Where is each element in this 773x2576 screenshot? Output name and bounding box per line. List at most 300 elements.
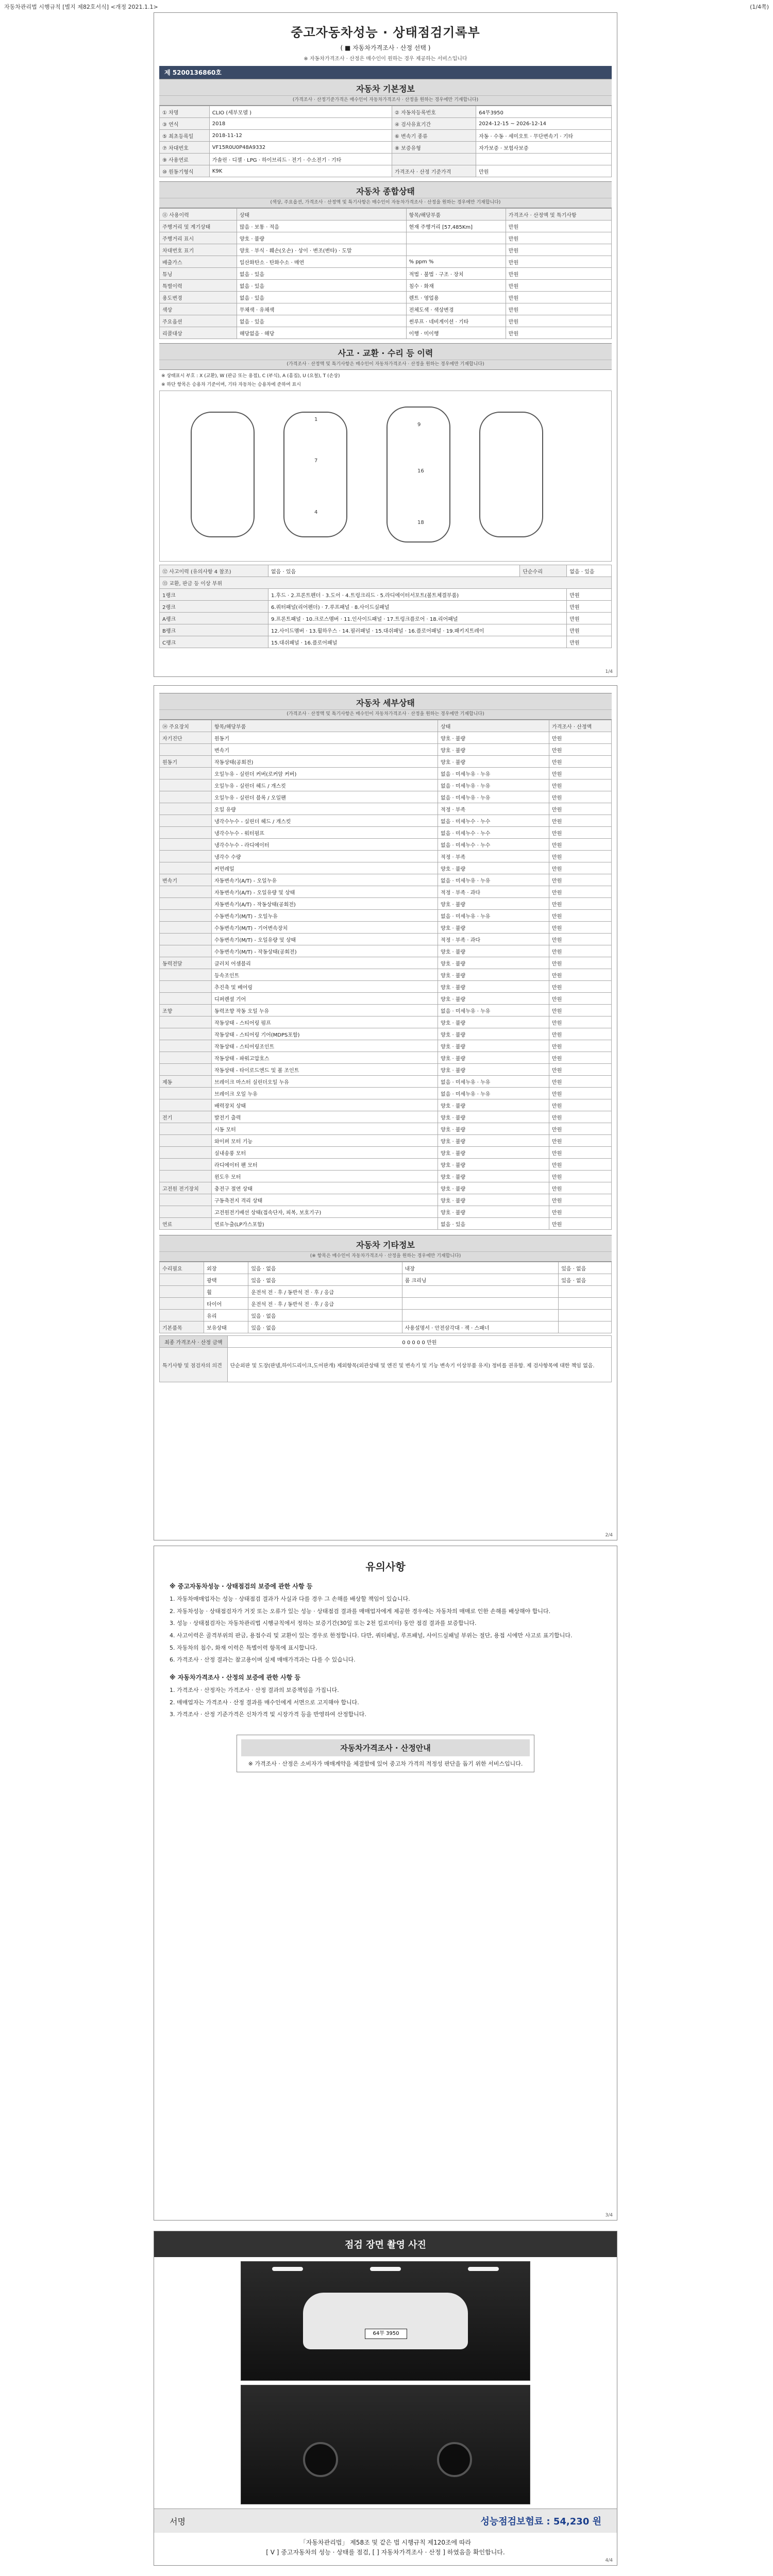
detail-price: 만원	[549, 744, 612, 756]
detail-price: 만원	[549, 862, 612, 874]
form-note: ※ 자동차가격조사 · 산정은 매수인이 원하는 경우 제공하는 서비스입니다	[304, 56, 467, 62]
detail-price: 만원	[549, 886, 612, 898]
basic-field-label: ③ 연식	[160, 118, 210, 130]
detail-item: 시동 모터	[212, 1123, 438, 1135]
detail-note: (가격조사 · 산정액 및 특기사항은 매수인이 자동차가격조사 · 산정을 원하는 경우에만 기재합니다)	[159, 710, 612, 720]
other-state-2	[559, 1310, 612, 1321]
detail-group-label	[160, 1147, 212, 1159]
detail-item: 디퍼렌셜 기어	[212, 993, 438, 1005]
other-item: 보유상태	[204, 1321, 248, 1333]
other-state: 있음 · 없음	[248, 1262, 402, 1274]
notice-item: 3. 성능 · 상태점검자는 자동차관리법 시행규칙에서 정하는 보증기간(30일 또는 2천 킬로미터) 동안 점검 결과를 보증합니다.	[170, 1620, 477, 1627]
overall-item-price: 만원	[506, 244, 611, 256]
overall-item-label: 색상	[160, 303, 237, 315]
detail-item: 오일 유량	[212, 803, 438, 815]
outer-panel-label: ⑬ 교환, 판금 등 이상 부위	[160, 577, 612, 589]
detail-row	[160, 981, 612, 993]
detail-price: 만원	[549, 803, 612, 815]
other-info-row	[160, 1274, 612, 1286]
detail-price: 만원	[549, 1088, 612, 1099]
detail-row	[160, 1088, 612, 1099]
detail-state: 양호 · 불량	[438, 993, 549, 1005]
detail-price: 만원	[549, 981, 612, 993]
detail-price: 만원	[549, 1194, 612, 1206]
overall-item-state: 양호 · 불량	[237, 232, 406, 244]
overall-status-row	[160, 315, 612, 327]
detail-price: 만원	[549, 934, 612, 945]
detail-item: 추진축 및 베어링	[212, 981, 438, 993]
detail-item: 냉각수누수 - 라디에이터	[212, 839, 438, 851]
overall-item-state: 없음 · 있음	[237, 280, 406, 292]
detail-state: 없음 · 있음	[438, 1218, 549, 1230]
detail-group-label	[160, 791, 212, 803]
detail-state: 없음 · 미세누유 · 누유	[438, 791, 549, 803]
basic-field-value	[476, 154, 612, 165]
basic-field-value: 2018	[209, 118, 392, 130]
col-price: 가격조사 · 산정액 및 특기사항	[506, 209, 611, 221]
detail-group-label	[160, 862, 212, 874]
detail-state: 양호 · 불량	[438, 1040, 549, 1052]
detail-row	[160, 862, 612, 874]
detail-group-label	[160, 827, 212, 839]
panel-label: 18	[417, 520, 424, 526]
detail-row	[160, 1194, 612, 1206]
basic-field-value: CLIO (세부모델 )	[209, 106, 392, 118]
basic-field-label: ⑧ 보증유형	[392, 142, 476, 154]
overall-item-label: 튜닝	[160, 268, 237, 280]
panel-rank-row	[160, 636, 612, 648]
detail-item: 브레이크 오일 누유	[212, 1088, 438, 1099]
detail-price: 만원	[549, 910, 612, 922]
other-item: 타이어	[204, 1298, 248, 1310]
basic-info-table	[159, 106, 612, 177]
ceiling-light	[370, 2267, 401, 2271]
notice-title: 유의사항	[365, 1561, 406, 1573]
panel-rank-row	[160, 624, 612, 636]
panel-label: 9	[417, 422, 421, 428]
detail-item: 라디에이터 팬 모터	[212, 1159, 438, 1171]
basic-field-label: ① 차명	[160, 106, 210, 118]
other-state-2	[559, 1286, 612, 1298]
detail-price: 만원	[549, 791, 612, 803]
other-item-2	[402, 1298, 559, 1310]
status-legend-2: ※ 하단 항목은 승용차 기준이며, 기타 자동차는 승용차에 준하여 표시	[161, 382, 301, 387]
overall-item-price: 만원	[506, 315, 611, 327]
detail-group-label: 고전원 전기장치	[160, 1182, 212, 1194]
detail-state: 없음 · 미세누수 · 누수	[438, 815, 549, 827]
detail-row	[160, 874, 612, 886]
detail-item: 고전원전기배선 상태(접속단자, 피복, 보호기구)	[212, 1206, 438, 1218]
notice-item: 2. 매매업자는 가격조사 · 산정 결과를 매수인에게 서면으로 고지해야 합니다.	[170, 1699, 359, 1706]
detail-state: 없음 · 미세누수 · 누수	[438, 827, 549, 839]
photo-section-title: 점검 장면 촬영 사진	[154, 2231, 617, 2257]
overall-item-detail: 렌트 · 영업용	[406, 292, 506, 303]
notice-item: 5. 자동차의 침수, 화재 이력은 특별이력 항목에 표시합니다.	[170, 1644, 317, 1651]
detail-item: 충전구 절연 상태	[212, 1182, 438, 1194]
detail-row	[160, 957, 612, 969]
overall-item-detail: 현재 주행거리 [57,485Km]	[406, 221, 506, 232]
detail-table	[159, 720, 612, 1230]
basic-info-row	[160, 106, 612, 118]
detail-item: 발전기 출력	[212, 1111, 438, 1123]
other-info-row	[160, 1321, 612, 1333]
detail-group-label: 자기진단	[160, 732, 212, 744]
detail-price: 만원	[549, 851, 612, 862]
other-item-2: 룸 크리닝	[402, 1274, 559, 1286]
detail-group-label	[160, 768, 212, 779]
other-state-2	[559, 1321, 612, 1333]
other-group-label	[160, 1274, 204, 1286]
form-header-line	[0, 0, 773, 12]
detail-item: 원동기	[212, 732, 438, 744]
footnote-line-1: 「자동차관리법」 제58조 및 같은 법 시행규칙 제120조에 따라	[299, 2539, 472, 2546]
detail-state: 양호 · 불량	[438, 1016, 549, 1028]
detail-row	[160, 969, 612, 981]
basic-field-label: ⑤ 최초등록일	[160, 130, 210, 142]
detail-group-label: 연료	[160, 1218, 212, 1230]
panel-rank-price: 만원	[567, 601, 612, 613]
page-number: 2/4	[605, 1533, 613, 1538]
detail-row	[160, 851, 612, 862]
form-title: 중고자동차성능 · 상태점검기록부	[291, 25, 480, 40]
detail-group-label	[160, 1206, 212, 1218]
detail-state: 적정 · 부족	[438, 803, 549, 815]
overall-status-row	[160, 244, 612, 256]
detail-group-label: 동력전달	[160, 957, 212, 969]
detail-item: 수동변속기(M/T) - 오일누유	[212, 910, 438, 922]
detail-price: 만원	[549, 945, 612, 957]
detail-state: 양호 · 불량	[438, 1111, 549, 1123]
basic-field-value: VF15R0U0P48A9332	[209, 142, 392, 154]
overall-item-price: 만원	[506, 232, 611, 244]
detail-state: 적정 · 부족 · 과다	[438, 934, 549, 945]
notice-item: 3. 가격조사 · 산정 기준가격은 신차가격 및 시장가격 등을 반영하여 산정합니다.	[170, 1711, 366, 1718]
notice-section-2: ※ 자동차가격조사 · 산정의 보증에 관한 사항 등	[170, 1673, 301, 1681]
overall-item-label: 주행거리 표시	[160, 232, 237, 244]
detail-row	[160, 1206, 612, 1218]
detail-group-label	[160, 1135, 212, 1147]
detail-price: 만원	[549, 815, 612, 827]
detail-group-label	[160, 1064, 212, 1076]
basic-field-value: 자가보증 · 보험사보증	[476, 142, 612, 154]
detail-state: 양호 · 불량	[438, 1028, 549, 1040]
overall-item-label: 주요옵션	[160, 315, 237, 327]
detail-row	[160, 768, 612, 779]
detail-price: 만원	[549, 1159, 612, 1171]
basic-info-note: (가격조사 · 산정기준가격은 매수인이 자동차가격조사 · 산정을 원하는 경우에만 기재합니다)	[159, 96, 612, 106]
detail-group-label: 변속기	[160, 874, 212, 886]
basic-field-label: ⑦ 차대번호	[160, 142, 210, 154]
detail-state: 양호 · 불량	[438, 898, 549, 910]
remarks-label: 특기사항 및 점검자의 의견	[160, 1348, 228, 1382]
accident-summary-table	[159, 565, 612, 648]
overall-item-detail	[406, 244, 506, 256]
final-price-table	[159, 1335, 612, 1382]
detail-state: 없음 · 미세누유 · 누유	[438, 779, 549, 791]
detail-group-label	[160, 1171, 212, 1182]
page-counter: (1/4쪽)	[750, 4, 769, 10]
page-number: 3/4	[605, 2213, 613, 2218]
overall-status-row	[160, 292, 612, 303]
overall-item-price: 만원	[506, 292, 611, 303]
basic-info-row	[160, 165, 612, 177]
overall-item-detail: 전체도색 · 색상변경	[406, 303, 506, 315]
detail-row	[160, 1135, 612, 1147]
other-item: 광택	[204, 1274, 248, 1286]
detail-group-label	[160, 851, 212, 862]
detail-heading: 자동차 세부상태	[159, 693, 612, 710]
page-1	[154, 12, 617, 677]
banner-text: ※ 가격조사 · 산정은 소비자가 매매계약을 체결함에 있어 중고차 가격의 적정성 판단을 돕기 위한 서비스입니다.	[248, 1760, 523, 1767]
detail-price: 만원	[549, 768, 612, 779]
detail-group-label	[160, 922, 212, 934]
detail-item: 작동상태(공회전)	[212, 756, 438, 768]
panel-rank-label: 2랭크	[160, 601, 268, 613]
overall-item-price: 만원	[506, 280, 611, 292]
detail-state: 없음 · 미세누유 · 누유	[438, 1076, 549, 1088]
panel-rank-row	[160, 613, 612, 624]
other-group-label: 수리필요	[160, 1262, 204, 1274]
other-table	[159, 1262, 612, 1333]
detail-price: 만원	[549, 874, 612, 886]
price-service-banner	[237, 1735, 534, 1772]
other-group-label	[160, 1298, 204, 1310]
other-info-row	[160, 1262, 612, 1274]
detail-item: 등속조인트	[212, 969, 438, 981]
detail-row	[160, 732, 612, 744]
inspection-photo-front	[241, 2261, 530, 2381]
detail-group-label	[160, 839, 212, 851]
detail-row	[160, 1040, 612, 1052]
overall-item-price: 만원	[506, 256, 611, 268]
detail-item: 작동상태 - 스티어링 기어(MDPS포함)	[212, 1028, 438, 1040]
other-group-label: 기본품목	[160, 1321, 204, 1333]
detail-group-label: 제동	[160, 1076, 212, 1088]
detail-item: 작동상태 - 타이로드엔드 및 볼 조인트	[212, 1064, 438, 1076]
col-device: ⑭ 주요장치	[160, 720, 212, 732]
detail-item: 동력조향 작동 오일 누유	[212, 1005, 438, 1016]
detail-item: 자동변속기(A/T) - 오일누유	[212, 874, 438, 886]
panel-rank-label: B랭크	[160, 624, 268, 636]
detail-item: 연료누출(LP가스포함)	[212, 1218, 438, 1230]
detail-item: 자동변속기(A/T) - 작동상태(공회전)	[212, 898, 438, 910]
panel-label: 16	[417, 468, 424, 474]
detail-item: 수동변속기(M/T) - 작동상태(공회전)	[212, 945, 438, 957]
detail-price: 만원	[549, 1135, 612, 1147]
other-item-2: 사용설명서 · 안전삼각대 · 잭 · 스패너	[402, 1321, 559, 1333]
detail-group-label: 조향	[160, 1005, 212, 1016]
basic-field-label: ⑨ 사용연료	[160, 154, 210, 165]
inspection-photo-underside	[241, 2385, 530, 2504]
detail-row	[160, 1016, 612, 1028]
basic-field-label: ④ 검사유효기간	[392, 118, 476, 130]
detail-state: 양호 · 불량	[438, 1147, 549, 1159]
overall-status-row	[160, 256, 612, 268]
signature-row	[154, 2509, 617, 2533]
detail-row	[160, 839, 612, 851]
detail-row	[160, 934, 612, 945]
panel-rank-items: 6.쿼터패널(리어펜더) · 7.루프패널 · 8.사이드실패널	[268, 601, 567, 613]
detail-group-label	[160, 1052, 212, 1064]
wheel-image	[303, 2442, 338, 2477]
insurance-fee: 성능점검보험료 : 54,230 원	[480, 2516, 601, 2527]
page-number: 1/4	[605, 669, 613, 674]
detail-item: 수동변속기(M/T) - 오일유량 및 상태	[212, 934, 438, 945]
panel-rank-price: 만원	[567, 624, 612, 636]
detail-price: 만원	[549, 756, 612, 768]
overall-item-detail: 이행 · 미이행	[406, 327, 506, 339]
car-outline-top	[283, 412, 347, 537]
other-state-2: 있음 · 없음	[559, 1274, 612, 1286]
other-item-2	[402, 1286, 559, 1298]
detail-row	[160, 779, 612, 791]
detail-state: 양호 · 불량	[438, 1135, 549, 1147]
detail-group-label: 원동기	[160, 756, 212, 768]
detail-item: 변속기	[212, 744, 438, 756]
detail-item: 클러치 어셈블리	[212, 957, 438, 969]
basic-info-row	[160, 130, 612, 142]
detail-row	[160, 827, 612, 839]
accident-history-label: ⑫ 사고이력 (유의사항 4 참조)	[160, 565, 268, 577]
detail-state: 없음 · 미세누수 · 누수	[438, 839, 549, 851]
other-info-row	[160, 1310, 612, 1321]
overall-item-detail: 적법 · 불법 · 구조 · 장치	[406, 268, 506, 280]
detail-group-label	[160, 1194, 212, 1206]
legal-footnote	[154, 2538, 617, 2557]
form-reference: 자동차관리법 시행규칙 [별지 제82호서식] <개정 2021.1.1>	[4, 4, 158, 10]
detail-item: 브레이크 마스터 실린더오일 누유	[212, 1076, 438, 1088]
car-outline-front	[191, 412, 255, 537]
detail-state: 적정 · 부족	[438, 851, 549, 862]
overall-item-state: 일산화탄소 · 탄화수소 · 매연	[237, 256, 406, 268]
other-item: 유리	[204, 1310, 248, 1321]
overall-item-price: 만원	[506, 268, 611, 280]
overall-status-row	[160, 280, 612, 292]
detail-group-label: 전기	[160, 1111, 212, 1123]
other-info-row	[160, 1286, 612, 1298]
overall-item-state: 없음 · 있음	[237, 268, 406, 280]
detail-item: 작동상태 - 스티어링 펌프	[212, 1016, 438, 1028]
final-price-value: 0 0 0 0 0 만원	[227, 1336, 611, 1348]
license-plate: 64무 3950	[365, 2329, 407, 2339]
detail-state: 적정 · 부족 · 과다	[438, 886, 549, 898]
col-detail-price: 가격조사 · 산정액	[549, 720, 612, 732]
overall-item-detail	[406, 232, 506, 244]
detail-group-label	[160, 1028, 212, 1040]
detail-price: 만원	[549, 1182, 612, 1194]
panel-rank-price: 만원	[567, 636, 612, 648]
detail-state: 양호 · 불량	[438, 1206, 549, 1218]
detail-state: 양호 · 불량	[438, 1159, 549, 1171]
detail-state: 양호 · 불량	[438, 969, 549, 981]
form-subtitle: ( ■ 자동차가격조사 · 산정 선택 )	[340, 44, 431, 52]
detail-item: 오일누유 - 실린더 블록 / 오일팬	[212, 791, 438, 803]
basic-info-row	[160, 118, 612, 130]
status-legend: ※ 상태표시 부호 : X (교환), W (판금 또는 용접), C (부식), A (흠집), U (요철), T (손상)	[161, 374, 340, 379]
detail-group-label	[160, 945, 212, 957]
detail-item: 냉각수누수 - 워터펌프	[212, 827, 438, 839]
basic-field-value: 64무3950	[476, 106, 612, 118]
overall-item-state: 많음 · 보통 · 적음	[237, 221, 406, 232]
basic-field-label: 가격조사 · 산정 기준가격	[392, 165, 476, 177]
basic-info-heading: 자동차 기본정보	[159, 79, 612, 96]
detail-item: 자동변속기(A/T) - 오일유량 및 상태	[212, 886, 438, 898]
other-group-label	[160, 1286, 204, 1298]
detail-item: 배력장치 상태	[212, 1099, 438, 1111]
detail-price: 만원	[549, 993, 612, 1005]
detail-group-label	[160, 981, 212, 993]
panel-rank-label: C랭크	[160, 636, 268, 648]
detail-item: 작동상태 - 스티어링조인트	[212, 1040, 438, 1052]
col-usage: ⑪ 사용이력	[160, 209, 237, 221]
other-item: 휠	[204, 1286, 248, 1298]
detail-row	[160, 1005, 612, 1016]
detail-group-label	[160, 898, 212, 910]
detail-price: 만원	[549, 779, 612, 791]
detail-state: 없음 · 미세누유 · 누유	[438, 1088, 549, 1099]
basic-field-value: 2024-12-15 ~ 2026-12-14	[476, 118, 612, 130]
detail-price: 만원	[549, 839, 612, 851]
notice-item: 1. 자동차매매업자는 성능 · 상태점검 결과가 사실과 다를 경우 그 손해를 배상할 책임이 있습니다.	[170, 1596, 410, 1603]
detail-price: 만원	[549, 898, 612, 910]
overall-item-detail: 침수 · 화재	[406, 280, 506, 292]
detail-row	[160, 1064, 612, 1076]
overall-item-label: 용도변경	[160, 292, 237, 303]
detail-group-label	[160, 886, 212, 898]
detail-item: 구동축전지 격리 상태	[212, 1194, 438, 1206]
basic-field-value: 자동 · 수동 · 세미오토 · 무단변속기 · 기타	[476, 130, 612, 142]
overall-item-label: 배출가스	[160, 256, 237, 268]
detail-item: 오일누유 - 실린더 헤드 / 개스킷	[212, 779, 438, 791]
panel-rank-price: 만원	[567, 589, 612, 601]
detail-row	[160, 744, 612, 756]
overall-status-row	[160, 327, 612, 339]
basic-info-row	[160, 154, 612, 165]
panel-rank-items: 15.대쉬패널 · 16.플로어패널	[268, 636, 567, 648]
other-item-2	[402, 1310, 559, 1321]
notice-item: 6. 가격조사 · 산정 결과는 참고용이며 실제 매매가격과는 다를 수 있습니다.	[170, 1656, 356, 1664]
detail-row	[160, 898, 612, 910]
detail-state: 양호 · 불량	[438, 1064, 549, 1076]
basic-field-value: 만원	[476, 165, 612, 177]
overall-item-label: 주행거리 및 계기상태	[160, 221, 237, 232]
detail-price: 만원	[549, 957, 612, 969]
detail-state: 없음 · 미세누유 · 누유	[438, 874, 549, 886]
other-state: 있음 · 없음	[248, 1321, 402, 1333]
other-item-2: 내장	[402, 1262, 559, 1274]
notice-body	[170, 1582, 601, 1719]
detail-row	[160, 1182, 612, 1194]
overall-item-label: 특별이력	[160, 280, 237, 292]
detail-state: 양호 · 불량	[438, 732, 549, 744]
detail-item: 작동상태 - 파워고압호스	[212, 1052, 438, 1064]
panel-rank-items: 12.사이드멤버 · 13.휠하우스 · 14.필러패널 · 15.대쉬패널 · 16.플로어패널 · 19.패키지트레이	[268, 624, 567, 636]
detail-item: 커먼레일	[212, 862, 438, 874]
signature-label: 서명	[170, 2516, 186, 2527]
detail-row	[160, 945, 612, 957]
overall-item-label: 차대번호 표기	[160, 244, 237, 256]
detail-item: 수동변속기(M/T) - 기어변속장치	[212, 922, 438, 934]
other-state: 있음 · 없음	[248, 1310, 402, 1321]
detail-group-label	[160, 1159, 212, 1171]
detail-price: 만원	[549, 1123, 612, 1135]
detail-group-label	[160, 1040, 212, 1052]
detail-price: 만원	[549, 1099, 612, 1111]
detail-state: 양호 · 불량	[438, 945, 549, 957]
detail-state: 양호 · 불량	[438, 756, 549, 768]
banner-title: 자동차가격조사 · 산정안내	[241, 1739, 530, 1756]
overall-item-detail: 썬루프 · 네비게이션 · 기타	[406, 315, 506, 327]
